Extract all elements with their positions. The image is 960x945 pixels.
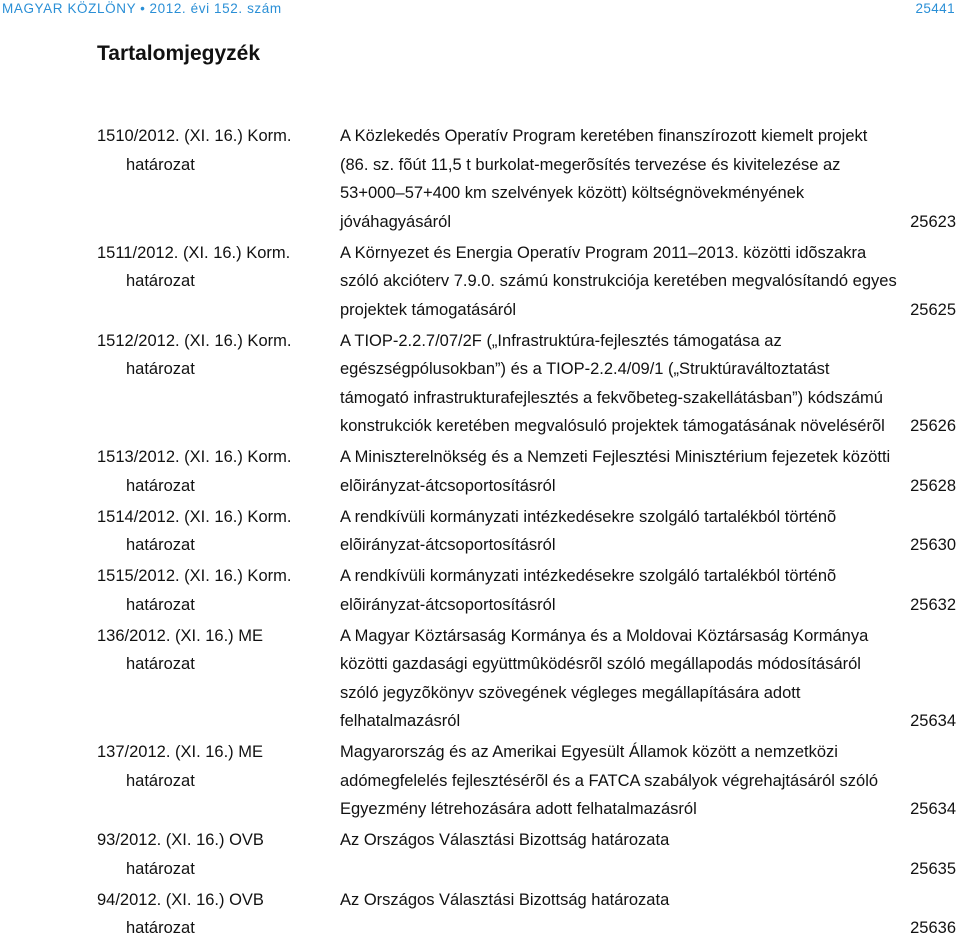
entry-page-number: 25632 (910, 595, 956, 614)
entry-description: A Környezet és Energia Operatív Program 2011–2013. közötti idõszakra szóló akcióterv 7.9.0. számú konstrukciója keretében megvalósítandó egyes projektek támogatásáról (340, 243, 897, 319)
publication-name: MAGYAR KÖZLÖNY (2, 1, 137, 16)
entry-page-number: 25634 (910, 800, 956, 818)
entry-description: Az Országos Választási Bizottság határozata (340, 890, 670, 909)
running-header (2, 0, 955, 18)
entry-reference (97, 622, 317, 679)
entry-kind: határozat (126, 859, 195, 878)
entry-reference (97, 562, 317, 619)
entry-ref-number: 1512/2012. (XI. 16.) Korm. (97, 331, 292, 350)
entry-page-number: 25630 (910, 536, 956, 554)
entry-ref-number: 1515/2012. (XI. 16.) Korm. (97, 567, 292, 585)
toc-entry (0, 738, 960, 824)
entry-description: A TIOP-2.2.7/07/2F („Infrastruktúra-fejlesztés támogatása az egészségpólusokban”) és a TIOP-2.2.4/09/1 („Struktúraváltoztatást támogató infrastrukturafejlesztés a fekvõbeteg-szakellátásban”) kódszámú konstrukciók keretében megvalósuló projektek támogatásának növelésérõl (340, 331, 885, 435)
entry-ref-number: 137/2012. (XI. 16.) ME (97, 743, 264, 761)
entry-description: A Közlekedés Operatív Program keretében finanszírozott kiemelt projekt (86. sz. fõút 11,5 t burkolat-megerõsítés tervezése és kivitelezése az 53+000–57+400 km szelvények között) költségnövekményének jóváhagyásáról (340, 127, 868, 231)
entry-page-number: 25635 (910, 859, 956, 878)
toc-entry (0, 562, 960, 619)
entry-page-number: 25623 (910, 212, 956, 231)
entry-reference (97, 503, 317, 560)
toc-entry (0, 886, 960, 943)
entry-reference (97, 886, 317, 943)
entry-description: Magyarország és az Amerikai Egyesült Államok között a nemzetközi adómegfelelés fejlesztésérõl és a FATCA szabályok végrehajtásáról szóló Egyezmény létrehozására adott felhatalmazásról (340, 743, 879, 818)
entry-reference (97, 239, 317, 296)
entry-ref-number: 94/2012. (XI. 16.) OVB (97, 890, 264, 909)
toc-entry (0, 122, 960, 236)
entry-page-number: 25626 (910, 417, 956, 435)
entry-ref-number: 93/2012. (XI. 16.) OVB (97, 831, 264, 849)
entry-description: A Magyar Köztársaság Kormánya és a Moldovai Köztársaság Kormánya közötti gazdasági együttmûködésrõl szóló megállapodás módosításáról szóló jegyzõkönyv szövegének végleges megállapítására adott felhatalmazásról (340, 626, 869, 730)
entry-reference (97, 826, 317, 883)
issue-info: 2012. évi 152. szám (149, 1, 282, 16)
entry-kind: határozat (126, 360, 195, 378)
entry-kind: határozat (126, 595, 195, 614)
entry-kind: határozat (126, 155, 195, 174)
entry-description: A rendkívüli kormányzati intézkedésekre szolgáló tartalékból történõ elõirányzat-átcsoportosításról (340, 507, 837, 554)
entry-reference (97, 738, 317, 795)
entry-description: A rendkívüli kormányzati intézkedésekre szolgáló tartalékból történõ elõirányzat-átcsoportosításról (340, 567, 837, 614)
entry-description: A Miniszterelnökség és a Nemzeti Fejlesztési Minisztérium fejezetek közötti elõirányzat-átcsoportosításról (340, 448, 891, 495)
toc-entry (0, 826, 960, 883)
entry-kind: határozat (126, 655, 195, 673)
entry-page-number: 25625 (910, 300, 956, 319)
entry-ref-number: 1510/2012. (XI. 16.) Korm. (97, 127, 292, 145)
toc-entry (0, 622, 960, 736)
page-title: Tartalomjegyzék (97, 42, 261, 65)
toc-entry (0, 503, 960, 560)
entry-ref-number: 1514/2012. (XI. 16.) Korm. (97, 507, 292, 526)
entry-ref-number: 1513/2012. (XI. 16.) Korm. (97, 448, 292, 466)
entry-description: Az Országos Választási Bizottság határozata (340, 831, 670, 849)
entry-page-number: 25634 (910, 712, 956, 730)
entry-kind: határozat (126, 476, 195, 495)
entry-ref-number: 136/2012. (XI. 16.) ME (97, 626, 264, 645)
entry-kind: határozat (126, 771, 195, 790)
entry-kind: határozat (126, 919, 195, 937)
entry-kind: határozat (126, 536, 195, 554)
entry-page-number: 25628 (910, 476, 956, 495)
entry-reference (97, 122, 317, 179)
entry-kind: határozat (126, 272, 195, 290)
table-of-contents (0, 122, 960, 945)
entry-reference (97, 443, 317, 500)
entry-reference (97, 327, 317, 384)
toc-entry (0, 327, 960, 441)
header-bullet: • (140, 1, 146, 16)
toc-entry (0, 239, 960, 325)
entry-page-number: 25636 (910, 919, 956, 937)
entry-ref-number: 1511/2012. (XI. 16.) Korm. (97, 243, 291, 262)
header-left (2, 1, 282, 16)
toc-entry (0, 443, 960, 500)
header-page-number: 25441 (915, 1, 955, 16)
